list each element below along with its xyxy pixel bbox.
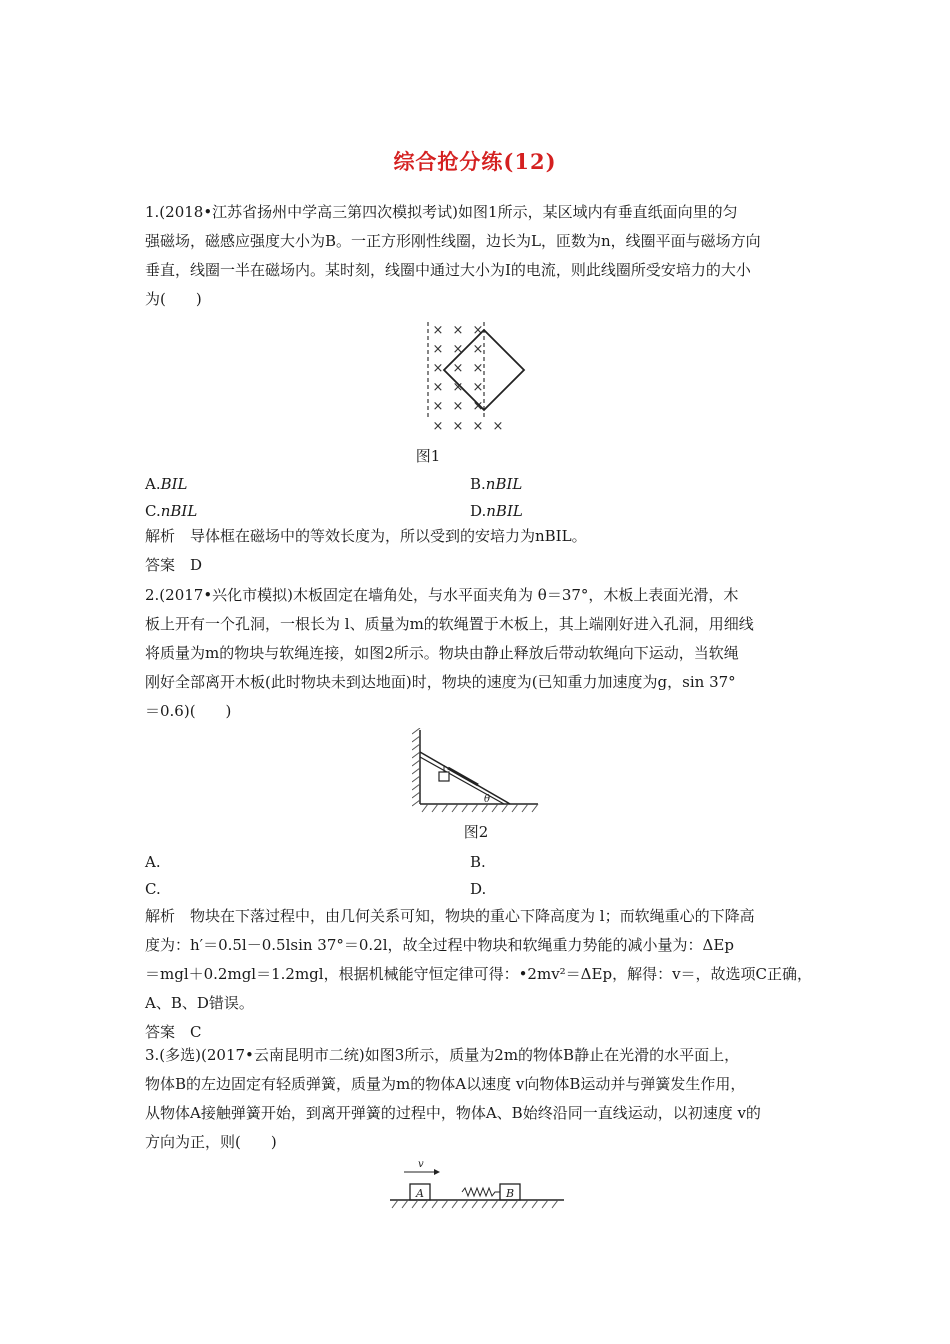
text-line: 为( ) <box>145 290 202 308</box>
figure-2-caption: 图2 <box>463 823 489 841</box>
svg-text:×: × <box>472 399 484 414</box>
svg-text:×: × <box>452 399 464 414</box>
figure-1-caption: 图1 <box>415 447 441 465</box>
text-line: 板上开有一个孔洞，一根长为 l、质量为m的软绳置于木板上，其上端刚好进入孔洞，用细线 <box>145 615 754 633</box>
question-1-solution <box>145 522 810 580</box>
svg-text:×: × <box>452 342 464 357</box>
option-value: nBIL <box>485 475 523 493</box>
analysis-text: 解析 物块在下落过程中，由几何关系可知，物块的重心下降高度为 l；而软绳重心的下降高 <box>145 907 755 925</box>
option-value: BIL <box>160 475 188 493</box>
analysis-text: 度为：h′＝0.5l－0.5lsin 37°＝0.2l，故全过程中物块和软绳重力势能的减小量为：ΔEp <box>145 936 734 954</box>
figure-1-magnetic-field <box>420 318 535 438</box>
option-letter: C. <box>145 502 161 520</box>
question-1-stem <box>145 198 810 314</box>
svg-text:×: × <box>432 380 444 395</box>
svg-text:×: × <box>452 323 464 338</box>
svg-text:×: × <box>432 342 444 357</box>
option-letter: A. <box>145 853 161 871</box>
option-letter: B. <box>470 853 486 871</box>
option-letter: D. <box>470 880 487 898</box>
option-d <box>470 879 486 899</box>
option-letter: D. <box>470 502 487 520</box>
option-c <box>145 501 197 521</box>
option-value: nBIL <box>486 502 523 520</box>
svg-text:×: × <box>472 361 484 376</box>
option-a <box>145 852 161 872</box>
block-a-label: A <box>416 1187 424 1200</box>
svg-text:×: × <box>452 380 464 395</box>
svg-text:×: × <box>452 361 464 376</box>
question-2-stem <box>145 581 810 726</box>
figure-3-spring-blocks <box>388 1158 568 1210</box>
svg-text:×: × <box>472 419 484 434</box>
text-line: 强磁场，磁感应强度大小为B。一正方形刚性线圈，边长为L，匝数为n，线圈平面与磁场方向 <box>145 232 761 250</box>
text-line: 将质量为m的物块与软绳连接，如图2所示。物块由静止释放后带动软绳向下运动，当软绳 <box>145 644 739 662</box>
answer-text: 答案 D <box>145 556 203 574</box>
text-line: 垂直，线圈一半在磁场内。某时刻，线圈中通过大小为I的电流，则此线圈所受安培力的大小 <box>145 261 751 279</box>
text-line: 从物体A接触弹簧开始，到离开弹簧的过程中，物体A、B始终沿同一直线运动，以初速度 v的 <box>145 1104 761 1122</box>
option-letter: C. <box>145 880 161 898</box>
text-line: 2.(2017•兴化市模拟)木板固定在墙角处，与水平面夹角为 θ＝37°，木板上表面光滑，木 <box>145 586 739 604</box>
text-line: ＝0.6)( ) <box>145 702 232 720</box>
svg-text:×: × <box>492 419 504 434</box>
page-title: 综合抢分练(12) <box>393 149 557 174</box>
figure-2-incline <box>412 728 542 814</box>
text-line: 1.(2018•江苏省扬州中学高三第四次模拟考试)如图1所示，某区域内有垂直纸面向里的匀 <box>145 203 738 221</box>
velocity-label: v <box>418 1159 424 1170</box>
svg-text:×: × <box>432 323 444 338</box>
option-b <box>470 474 522 494</box>
analysis-text: A、B、D错误。 <box>145 994 254 1012</box>
text-line: 方向为正，则( ) <box>145 1133 277 1151</box>
option-c <box>145 879 161 899</box>
svg-text:×: × <box>472 342 484 357</box>
text-line: 3.(多选)(2017•云南昆明市二统)如图3所示，质量为2m的物体B静止在光滑的水平面上， <box>145 1046 740 1064</box>
svg-text:×: × <box>472 323 484 338</box>
svg-text:×: × <box>472 380 484 395</box>
option-value: nBIL <box>160 502 198 520</box>
block-b-label: B <box>505 1187 515 1200</box>
angle-label: θ <box>484 794 491 805</box>
text-line: 物体B的左边固定有轻质弹簧，质量为m的物体A以速度 v向物体B运动并与弹簧发生作用， <box>145 1075 746 1093</box>
option-d <box>470 501 523 521</box>
svg-text:×: × <box>452 419 464 434</box>
svg-text:×: × <box>432 361 444 376</box>
option-letter: B. <box>470 475 486 493</box>
option-b <box>470 852 486 872</box>
question-2-solution <box>145 902 813 1047</box>
analysis-text: 解析 导体框在磁场中的等效长度为，所以受到的安培力为nBIL。 <box>145 527 587 545</box>
svg-text:×: × <box>432 399 444 414</box>
svg-text:×: × <box>432 419 444 434</box>
option-a <box>145 474 188 494</box>
text-line: 刚好全部离开木板(此时物块未到达地面)时，物块的速度为(已知重力加速度为g，sin 37° <box>145 673 736 691</box>
answer-text: 答案 C <box>145 1023 202 1041</box>
analysis-text: ＝mgl＋0.2mgl＝1.2mgl，根据机械能守恒定律可得：•2mv²＝ΔEp，解得：v＝，故选项C正确， <box>145 965 813 983</box>
question-3-stem <box>145 1041 810 1157</box>
option-letter: A. <box>145 475 161 493</box>
